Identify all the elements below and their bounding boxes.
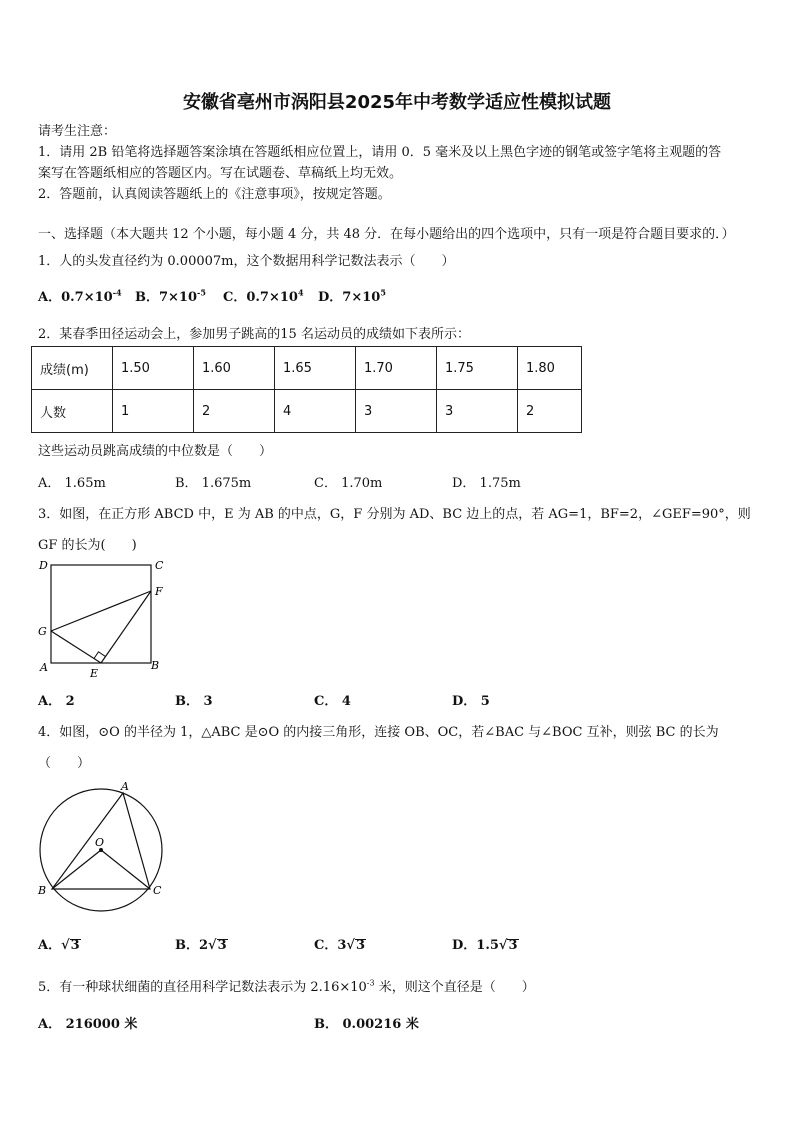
segment-ef xyxy=(101,591,151,663)
table-cell: 2 xyxy=(518,390,582,433)
q1-option-c[interactable]: C．$0.7\times 10^4$ xyxy=(223,287,304,305)
notice-heading: 请考生注意： xyxy=(38,124,117,139)
question-5-stem: 5．有一种球状细菌的直径用科学记数法表示为 $2.16\times 10^{-3}$ 米，则这个直径是（ ） xyxy=(38,978,535,995)
notice-line-1b: 案写在答题纸相应的答题区内。写在试题卷、草稿纸上均无效。 xyxy=(38,166,403,181)
label-d: D xyxy=(39,559,48,572)
table-header-count: 人数 xyxy=(32,390,113,433)
q4-option-a[interactable]: A．√3 xyxy=(38,938,80,953)
table-cell: 1.80 xyxy=(518,347,582,390)
q1-option-b[interactable]: B．$7\times 10^{-5}$ xyxy=(135,287,206,305)
q4-option-c[interactable]: C．3√3 xyxy=(314,938,365,953)
q1-option-d[interactable]: D．$7\times 10^5$ xyxy=(318,287,386,305)
table-cell: 4 xyxy=(275,390,356,433)
q2-option-d[interactable]: D． 1.75m xyxy=(452,476,521,491)
square-figure xyxy=(34,555,174,681)
table-cell: 1.60 xyxy=(194,347,275,390)
q5-option-a[interactable]: A． 216000 米 xyxy=(38,1017,138,1032)
table-cell: 3 xyxy=(437,390,518,433)
question-3-stem-2: GF 的长为( ) xyxy=(38,538,137,553)
label-a: A xyxy=(121,780,129,793)
segment-oc xyxy=(101,850,150,889)
circle-figure xyxy=(32,776,172,918)
question-2-stem: 2．某春季田径运动会上，参加男子跳高的15 名运动员的成绩如下表所示： xyxy=(38,327,470,342)
label-a: A xyxy=(40,661,48,674)
question-2-prompt: 这些运动员跳高成绩的中位数是（ ） xyxy=(38,444,273,459)
table-cell: 1.75 xyxy=(437,347,518,390)
segment-ge xyxy=(51,631,101,663)
table-row xyxy=(32,347,582,390)
table-header-score: 成绩(m) xyxy=(32,347,113,390)
label-g: G xyxy=(38,625,47,638)
question-3-stem: 3．如图，在正方形 ABCD 中，E 为 AB 的中点，G，F 分别为 AD、BC 边上的点，若 AG=1，BF=2，∠GEF=90°，则 xyxy=(38,507,751,522)
q3-option-b[interactable]: B． 3 xyxy=(175,694,213,709)
q3-option-c[interactable]: C． 4 xyxy=(314,694,351,709)
label-e: E xyxy=(90,667,99,680)
q3-option-a[interactable]: A． 2 xyxy=(38,694,75,709)
table-cell: 1.70 xyxy=(356,347,437,390)
scores-table xyxy=(31,346,582,433)
notice-line-1: 1．请用 2B 铅笔将选择题答案涂填在答题纸相应位置上，请用 0．5 毫米及以上黑色字迹的钢笔或签字笔将主观题的答 xyxy=(38,145,722,160)
right-angle-mark xyxy=(94,652,105,659)
label-c: C xyxy=(155,559,164,572)
label-b: B xyxy=(151,659,160,672)
table-cell: 2 xyxy=(194,390,275,433)
table-cell: 1.50 xyxy=(113,347,194,390)
square-abcd xyxy=(51,565,151,663)
q3-option-d[interactable]: D． 5 xyxy=(452,694,490,709)
question-4-stem: 4．如图，⊙O 的半径为 1，△ABC 是⊙O 的内接三角形，连接 OB、OC，若∠BAC 与∠BOC 互补，则弦 BC 的长为 xyxy=(38,725,719,740)
q5-option-b[interactable]: B． 0.00216 米 xyxy=(314,1017,419,1032)
label-f: F xyxy=(155,585,163,598)
segment-gf xyxy=(51,591,151,631)
q4-option-b[interactable]: B．2√3 xyxy=(175,938,227,953)
q4-option-d[interactable]: D．1.5√3 xyxy=(452,938,518,953)
q1-option-a[interactable]: A．$0.7\times 10^{-4}$ xyxy=(38,287,122,305)
table-cell: 1.65 xyxy=(275,347,356,390)
question-1-stem: 1．人的头发直径约为 0.00007m，这个数据用科学记数法表示（ ） xyxy=(38,254,455,269)
label-c: C xyxy=(153,884,162,897)
page-title: 安徽省亳州市涡阳县2025年中考数学适应性模拟试题 xyxy=(182,92,612,113)
label-b: B xyxy=(38,884,47,897)
q2-option-b[interactable]: B． 1.675m xyxy=(175,476,252,491)
question-4-stem-2: （ ） xyxy=(38,756,91,771)
table-row xyxy=(32,390,582,433)
label-o: O xyxy=(95,836,105,849)
table-cell: 3 xyxy=(356,390,437,433)
table-cell: 1 xyxy=(113,390,194,433)
q2-option-a[interactable]: A． 1.65m xyxy=(38,476,106,491)
section-heading: 一、选择题（本大题共 12 个小题，每小题 4 分，共 48 分．在每小题给出的四个选项中，只有一项是符合题目要求的．） xyxy=(38,227,735,242)
notice-line-2: 2．答题前，认真阅读答题纸上的《注意事项》，按规定答题。 xyxy=(38,187,391,202)
q2-option-c[interactable]: C． 1.70m xyxy=(314,476,383,491)
